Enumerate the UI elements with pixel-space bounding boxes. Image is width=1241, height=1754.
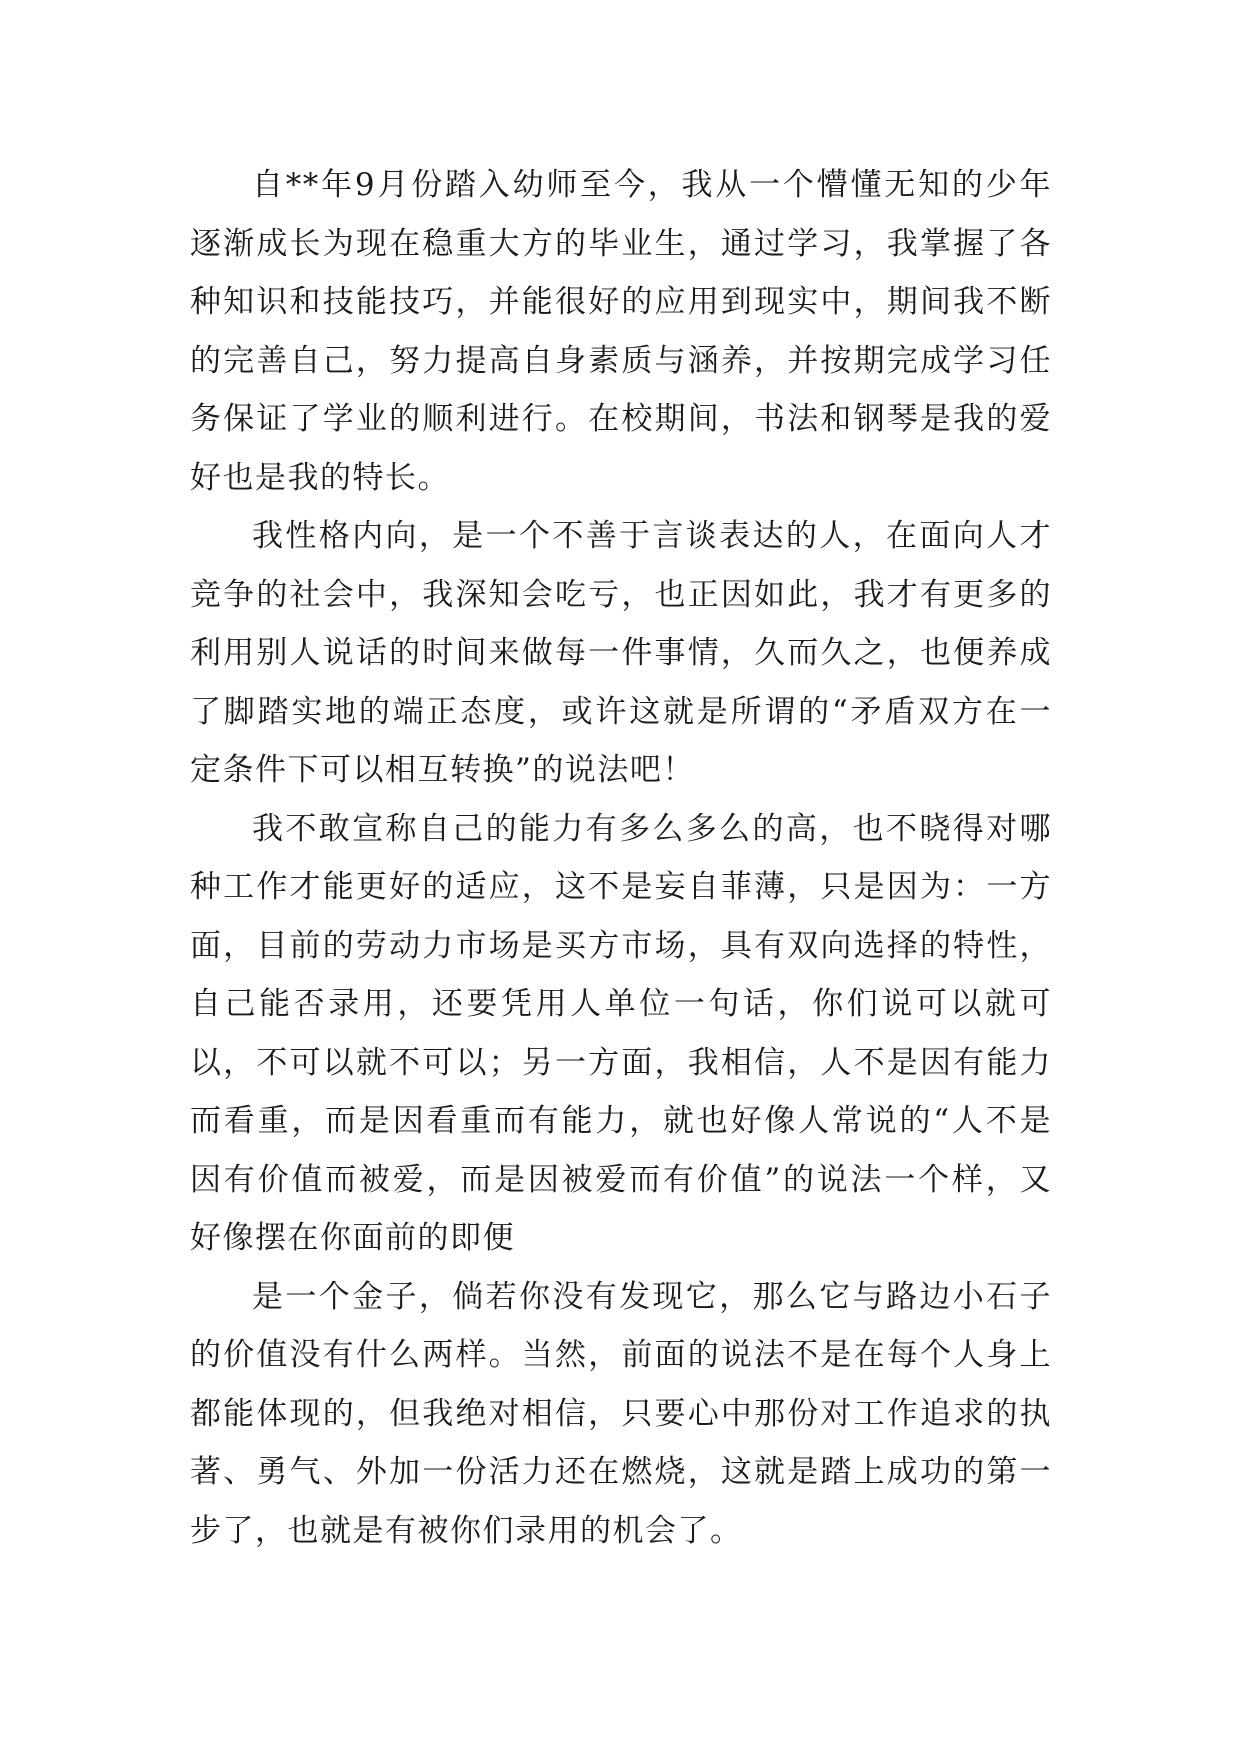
paragraph-1: 自**年9月份踏入幼师至今，我从一个懵懂无知的少年逐渐成长为现在稳重大方的毕业生，通过学习，我掌握了各种知识和技能技巧，并能很好的应用到现实中，期间我不断的完善自己，努力提高自身素质与涵养，并按期完成学习任务保证了学业的顺利进行。在校期间，书法和钢琴是我的爱好也是我的特长。: [190, 167, 1052, 496]
paragraph-3: 我不敢宣称自己的能力有多么多么的高，也不晓得对哪种工作才能更好的适应，这不是妄自菲薄，只是因为：一方面，目前的劳动力市场是买方市场，具有双向选择的特性，自己能否录用，还要凭用人单位一句话，你们说可以就可以，不可以就不可以；另一方面，我相信，人不是因有能力而看重，而是因看重而有能力，就也好像人常说的“人不是因有价值而被爱，而是因被爱而有价值”的说法一个样，又好像摆在你面前的即便: [190, 810, 1052, 1256]
document-body: [190, 156, 1052, 1560]
paragraph-2: 我性格内向，是一个不善于言谈表达的人，在面向人才竞争的社会中，我深知会吃亏，也正因如此，我才有更多的利用别人说话的时间来做每一件事情，久而久之，也便养成了脚踏实地的端正态度，或许这就是所谓的“矛盾双方在一定条件下可以相互转换”的说法吧！: [190, 518, 1052, 788]
paragraph-4: 是一个金子，倘若你没有发现它，那么它与路边小石子的价值没有什么两样。当然，前面的说法不是在每个人身上都能体现的，但我绝对相信，只要心中那份对工作追求的执著、勇气、外加一份活力还在燃烧，这就是踏上成功的第一步了，也就是有被你们录用的机会了。: [190, 1278, 1052, 1549]
